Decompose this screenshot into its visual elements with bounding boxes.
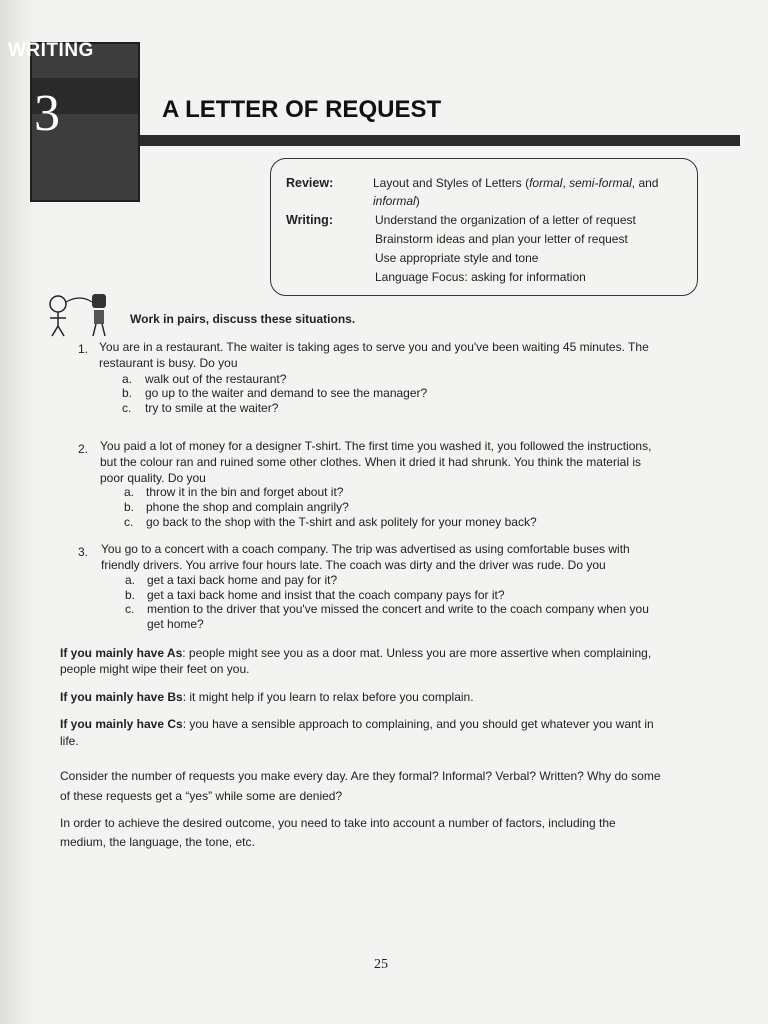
option-letter: b. xyxy=(122,386,133,400)
situation-line: poor quality. Do you xyxy=(100,471,206,485)
result-bs xyxy=(60,689,474,705)
situation-line: You are in a restaurant. The waiter is taking ages to serve you and you've been waiting 45 minutes. The xyxy=(99,340,649,354)
option-text: throw it in the bin and forget about it? xyxy=(146,485,344,499)
closing-paragraph-1-line2: of these requests get a “yes” while some are denied? xyxy=(60,789,343,803)
result-label: If you mainly have Bs xyxy=(60,690,183,704)
writing-key: Writing: xyxy=(286,213,333,227)
result-text: : it might help if you learn to relax before you complain. xyxy=(182,690,474,704)
result-cs xyxy=(60,716,654,732)
review-close: ) xyxy=(415,194,420,208)
activity-instruction: Work in pairs, discuss these situations. xyxy=(130,312,356,326)
result-cs-line2: life. xyxy=(60,734,79,748)
writing-line: Language Focus: asking for information xyxy=(375,270,586,284)
option-letter: c. xyxy=(124,515,134,529)
review-and: , and xyxy=(631,176,659,190)
situation-line: You go to a concert with a coach company. The trip was advertised as using comfortable buses with xyxy=(101,542,630,556)
writing-line: Use appropriate style and tone xyxy=(375,251,539,265)
unit-number: 3 xyxy=(34,85,60,142)
option-letter: a. xyxy=(124,485,135,499)
option-text: walk out of the restaurant? xyxy=(145,372,287,386)
review-formal: formal xyxy=(529,176,563,190)
title-rule xyxy=(140,135,740,146)
page-number: 25 xyxy=(374,957,388,972)
option-text-continued: get home? xyxy=(147,617,204,631)
situation-number: 3. xyxy=(78,545,89,559)
review-sep: , xyxy=(562,176,570,190)
option-letter: c. xyxy=(125,602,135,616)
writing-line: Understand the organization of a letter of request xyxy=(375,213,636,227)
review-line-1 xyxy=(373,176,658,190)
writing-line: Brainstorm ideas and plan your letter of request xyxy=(375,232,628,246)
situation-line: You paid a lot of money for a designer T-shirt. The first time you washed it, you followed the instructions, xyxy=(100,439,652,453)
pair-work-icon xyxy=(40,290,120,338)
unit-label: WRITING xyxy=(8,40,94,61)
situation-line: but the colour ran and ruined some other clothes. When it dried it had shrunk. You think the material is xyxy=(100,455,641,469)
result-label: If you mainly have Cs xyxy=(60,717,183,731)
option-letter: a. xyxy=(122,372,133,386)
option-text: mention to the driver that you've missed the concert and write to the coach company when you xyxy=(147,602,649,616)
option-text: get a taxi back home and insist that the coach company pays for it? xyxy=(147,588,505,602)
option-letter: a. xyxy=(125,573,136,587)
closing-paragraph-1: Consider the number of requests you make every day. Are they formal? Informal? Verbal? Written? Why do some xyxy=(60,769,661,783)
review-semi-formal: semi-formal xyxy=(569,176,632,190)
page-title: A LETTER OF REQUEST xyxy=(162,96,442,123)
situation-line: restaurant is busy. Do you xyxy=(99,356,238,370)
result-text: : you have a sensible approach to complaining, and you should get whatever you want in xyxy=(182,717,654,731)
situation-number: 1. xyxy=(78,342,89,356)
option-letter: b. xyxy=(124,500,135,514)
review-text: Layout and Styles of Letters ( xyxy=(373,176,530,190)
option-text: go up to the waiter and demand to see the manager? xyxy=(145,386,428,400)
review-key: Review: xyxy=(286,176,334,190)
option-text: phone the shop and complain angrily? xyxy=(146,500,349,514)
result-as-line2: people might wipe their feet on you. xyxy=(60,662,250,676)
option-text: try to smile at the waiter? xyxy=(145,401,279,415)
result-as xyxy=(60,645,651,661)
situation-number: 2. xyxy=(78,442,89,456)
closing-paragraph-2-line2: medium, the language, the tone, etc. xyxy=(60,835,255,849)
result-text: : people might see you as a door mat. Unless you are more assertive when complaining, xyxy=(182,646,652,660)
situation-line: friendly drivers. You arrive four hours late. The coach was dirty and the driver was rude. Do you xyxy=(101,558,606,572)
closing-paragraph-2: In order to achieve the desired outcome, you need to take into account a number of factors, including the xyxy=(60,816,616,830)
result-label: If you mainly have As xyxy=(60,646,183,660)
option-text: get a taxi back home and pay for it? xyxy=(147,573,338,587)
review-informal: informal xyxy=(373,194,416,208)
option-letter: b. xyxy=(125,588,136,602)
option-letter: c. xyxy=(122,401,132,415)
option-text: go back to the shop with the T-shirt and ask politely for your money back? xyxy=(146,515,537,529)
review-line-2 xyxy=(373,194,420,208)
